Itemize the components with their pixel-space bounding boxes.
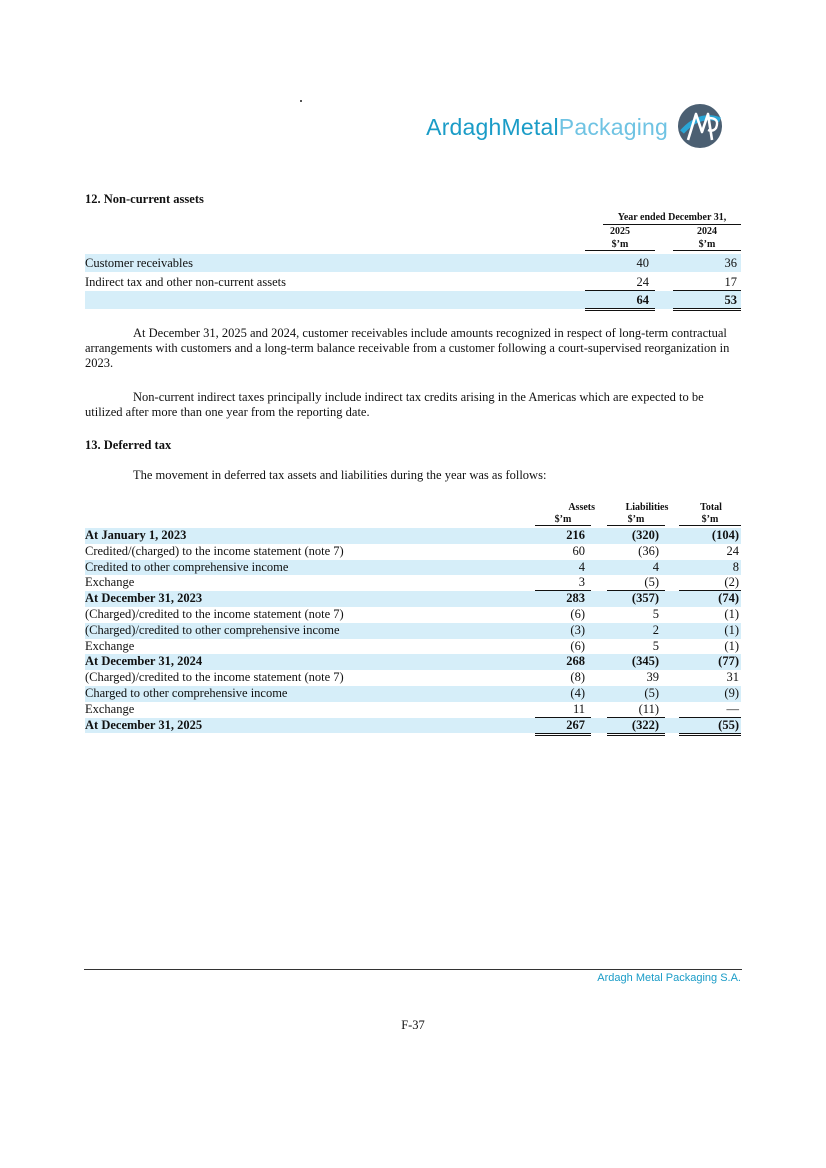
cell-liabilities: [607, 686, 665, 701]
table-row-balance: [85, 528, 741, 544]
cell-2024: [673, 275, 741, 291]
cell-2025: [585, 293, 655, 311]
col-header-assets: Assets: [568, 502, 595, 513]
col-unit-total: $’m: [679, 514, 741, 526]
cell-assets: [535, 639, 591, 655]
paragraph-indirect-taxes: Non-current indirect taxes principally include indirect tax credits arising in the Americas which are expected to be utilized after more than one year from the reporting date.: [85, 390, 704, 419]
row-label: Credited/(charged) to the income statement (note 7): [85, 543, 344, 558]
cell-2024: [673, 293, 741, 311]
cell-value: 64: [636, 293, 649, 307]
table-row-balance: [85, 718, 741, 734]
table-row: [85, 607, 741, 623]
cell-value: 3: [578, 575, 585, 590]
cell-value: (5): [644, 686, 659, 700]
table-row: [85, 702, 741, 718]
row-label: (Charged)/credited to the income statement (note 7): [85, 607, 344, 621]
cell-liabilities: [607, 544, 665, 559]
cell-value: 53: [724, 293, 737, 307]
row-label: At December 31, 2024: [85, 654, 203, 669]
row-label: Customer receivables: [85, 256, 193, 270]
col-year-2024: 2024: [697, 226, 717, 237]
cell-assets: [535, 607, 591, 622]
cell-total: [679, 528, 741, 543]
cell-assets: [535, 544, 591, 559]
cell-value: (322): [631, 717, 659, 732]
logo-wordmark: [426, 114, 668, 141]
cell-value: (320): [631, 528, 659, 542]
cell-value: (345): [631, 654, 659, 669]
cell-total: [679, 591, 741, 606]
cell-value: (74): [718, 591, 739, 606]
row-label: Credited to other comprehensive income: [85, 559, 289, 574]
table-group-header: Year ended December 31,: [603, 212, 741, 225]
row-label: Indirect tax and other non-current assets: [85, 275, 286, 289]
cell-value: (8): [570, 670, 585, 685]
cell-total: [679, 607, 741, 622]
cell-liabilities: [607, 528, 665, 543]
deferred-tax-intro: The movement in deferred tax assets and liabilities during the year was as follows:: [133, 468, 547, 482]
cell-total: [679, 560, 741, 575]
row-label: At January 1, 2023: [85, 528, 187, 542]
logo-word-packaging: Packaging: [558, 114, 668, 140]
col-header-total: Total: [700, 502, 722, 513]
cell-total: [679, 670, 741, 685]
cell-value: (77): [718, 654, 739, 669]
cell-value: (5): [644, 575, 659, 590]
cell-assets: [535, 560, 591, 575]
cell-liabilities: [607, 607, 665, 622]
table-row: [85, 623, 741, 639]
cell-value: —: [726, 701, 739, 716]
cell-liabilities: [607, 654, 665, 669]
cell-assets: [535, 528, 591, 543]
logo-word-ardagh: Ardagh: [426, 114, 502, 140]
table-row: [85, 254, 741, 272]
row-label: At December 31, 2025: [85, 717, 203, 732]
cell-assets: [535, 623, 591, 638]
cell-value: (357): [631, 591, 659, 606]
row-label: (Charged)/credited to other comprehensive income: [85, 622, 340, 637]
cell-value: (3): [570, 622, 585, 637]
cell-liabilities: [607, 702, 665, 718]
table-row: [85, 544, 741, 560]
row-label: Exchange: [85, 575, 135, 590]
row-label: (Charged)/credited to the income statement (note 7): [85, 670, 344, 685]
cell-value: 17: [724, 275, 737, 289]
cell-value: (1): [724, 622, 739, 637]
cell-value: (6): [570, 607, 585, 621]
cell-assets: [535, 718, 591, 736]
cell-value: 5: [652, 638, 659, 653]
cell-value: (1): [724, 607, 739, 621]
cell-liabilities: [607, 718, 665, 736]
footer-divider: [84, 969, 742, 970]
cell-value: (55): [718, 717, 739, 732]
cell-assets: [535, 654, 591, 669]
cell-liabilities: [607, 591, 665, 606]
cell-value: 60: [572, 543, 585, 558]
cell-value: 39: [646, 670, 659, 685]
cell-2025: [585, 275, 655, 291]
amp-logo-icon: [676, 102, 724, 150]
cell-liabilities: [607, 623, 665, 638]
cell-value: 268: [566, 654, 585, 669]
table-row: [85, 575, 741, 591]
cell-total: [679, 702, 741, 718]
cell-total: [679, 686, 741, 701]
cell-liabilities: [607, 575, 665, 591]
cell-value: (36): [638, 543, 659, 558]
col-unit-2024: $’m: [673, 239, 741, 251]
cell-value: 267: [566, 717, 585, 732]
table-row-balance: [85, 591, 741, 607]
section-13-title: 13. Deferred tax: [85, 438, 172, 452]
row-label: Charged to other comprehensive income: [85, 686, 288, 700]
col-header-liabilities: Liabilities: [625, 502, 669, 513]
page-number: F-37: [401, 1018, 425, 1032]
cell-value: (2): [724, 575, 739, 590]
cell-value: 5: [652, 607, 659, 621]
cell-assets: [535, 702, 591, 718]
cell-liabilities: [607, 670, 665, 685]
cell-value: 2: [652, 622, 659, 637]
cell-assets: [535, 670, 591, 685]
table-row: [85, 639, 741, 655]
cell-2024: 36: [724, 256, 737, 270]
cell-liabilities: [607, 560, 665, 575]
cell-value: 216: [566, 528, 585, 542]
cell-value: 8: [732, 559, 739, 574]
table-row-total: [85, 291, 741, 309]
cell-value: (11): [638, 701, 659, 716]
table-row-balance: [85, 654, 741, 670]
cell-value: (9): [724, 686, 739, 700]
cell-assets: [535, 591, 591, 606]
footer-company: Ardagh Metal Packaging S.A.: [597, 972, 741, 984]
paragraph-customer-receivables: At December 31, 2025 and 2024, customer receivables include amounts recognized in respect of long-term contractual arrangements with customers and a long-term balance receivable from a customer following a court-supervised reorganization in 2023.: [85, 326, 730, 370]
table-row: [85, 273, 741, 291]
stray-dot: [300, 100, 302, 102]
col-unit-liabilities: $’m: [607, 514, 665, 526]
cell-value: 283: [566, 591, 585, 606]
cell-total: [679, 639, 741, 655]
cell-2025: 40: [636, 256, 649, 270]
cell-liabilities: [607, 639, 665, 655]
cell-total: [679, 575, 741, 591]
col-unit-assets: $’m: [535, 514, 591, 526]
table-row: [85, 670, 741, 686]
logo-word-metal: Metal: [501, 114, 559, 140]
cell-assets: [535, 575, 591, 591]
cell-value: (6): [570, 638, 585, 653]
cell-value: 4: [578, 559, 585, 574]
cell-value: (4): [570, 686, 585, 700]
row-label: At December 31, 2023: [85, 591, 203, 606]
cell-value: (1): [724, 638, 739, 653]
cell-total: [679, 544, 741, 559]
company-logo: [400, 100, 730, 160]
cell-value: 24: [636, 275, 649, 289]
row-label: Exchange: [85, 701, 135, 716]
cell-assets: [535, 686, 591, 701]
cell-total: [679, 623, 741, 638]
cell-value: (104): [711, 528, 739, 542]
cell-value: 11: [572, 701, 585, 716]
table-row: [85, 686, 741, 702]
cell-value: 4: [652, 559, 659, 574]
table-row: [85, 560, 741, 576]
row-label: Exchange: [85, 638, 135, 653]
cell-value: 24: [726, 543, 739, 558]
cell-value: 31: [726, 670, 739, 685]
col-year-2025: 2025: [610, 226, 630, 237]
cell-total: [679, 654, 741, 669]
cell-total: [679, 718, 741, 736]
section-12-title: 12. Non-current assets: [85, 192, 204, 206]
col-unit-2025: $’m: [585, 239, 655, 251]
